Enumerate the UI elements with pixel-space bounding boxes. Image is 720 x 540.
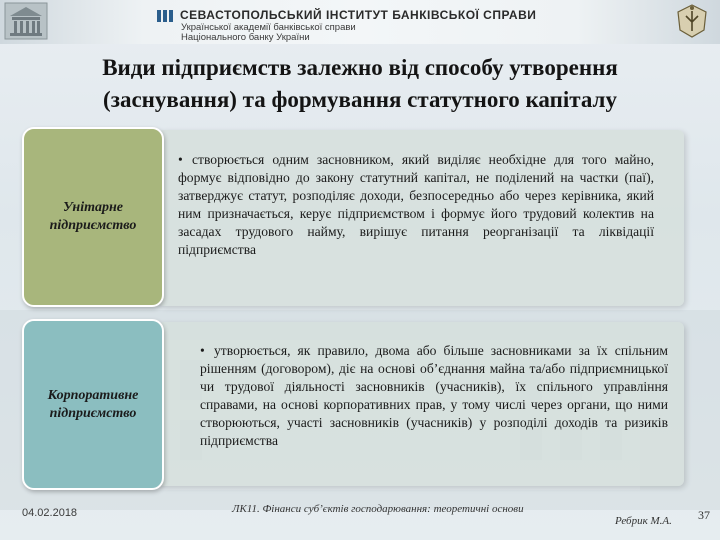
- corporate-description-text: утворюється, як правило, двома або більше засновниками за їх спільним рішенням (договором), діє на основі об’єднання майна та/або підприємницької чи трудової діяльності засновників (учасників), їх спільного управління справами, на основі корпоративних прав, у тому числі через органи, що ними створюються, участі засновників (учасників) у розподілі доходів та ризиків підприємства: [200, 343, 668, 448]
- building-logo-icon: [4, 2, 48, 40]
- unitary-label-line-1: Унітарне: [63, 200, 123, 215]
- corporate-label-line-2: підприємство: [49, 405, 137, 421]
- slide-title: [10, 52, 710, 116]
- corporate-enterprise-box: [22, 319, 164, 490]
- bullet-icon: •: [178, 152, 183, 167]
- header: [0, 0, 720, 44]
- institute-subtitle-1: Української академії банківської справи: [181, 22, 356, 33]
- footer-author: Ребрик М.А.: [615, 515, 672, 527]
- institute-mark-icon: [157, 8, 175, 24]
- unitary-description: [178, 151, 654, 259]
- page-number: 37: [698, 508, 710, 522]
- slide-title-line-1: Види підприємств залежно від способу утворення: [102, 55, 618, 80]
- coat-of-arms-icon: [668, 2, 716, 40]
- unitary-description-text: створюється одним засновником, який виділяє необхідне для того майно, формує відповідно до закону статутний капітал, не поділений на частки (паї), затверджує статут, розподіляє доходи, безпосередньо або через керівника, який ним призначається, керує підприємством і формує його трудовий колектив на засадах трудового найму, вирішує питання реорганізації та ліквідації підприємства: [178, 152, 654, 257]
- unitary-enterprise-box: [22, 127, 164, 307]
- footer-date: 04.02.2018: [22, 507, 78, 519]
- institute-title: СЕВАСТОПОЛЬСЬКИЙ ІНСТИТУТ БАНКІВСЬКОЇ СПРАВИ: [180, 8, 537, 22]
- footer-course-title: ЛК11. Фінанси суб’єктів господарювання: теоретичні основи: [232, 503, 524, 515]
- corporate-description: [200, 342, 668, 450]
- corporate-label-line-1: Корпоративне: [47, 387, 139, 403]
- slide-title-line-2: (заснування) та формування статутного капіталу: [103, 87, 617, 112]
- institute-subtitle-2: Національного банку України: [181, 32, 310, 43]
- header-band: [0, 0, 720, 44]
- bullet-icon: •: [200, 343, 205, 358]
- unitary-label-line-2: підприємство: [49, 218, 137, 233]
